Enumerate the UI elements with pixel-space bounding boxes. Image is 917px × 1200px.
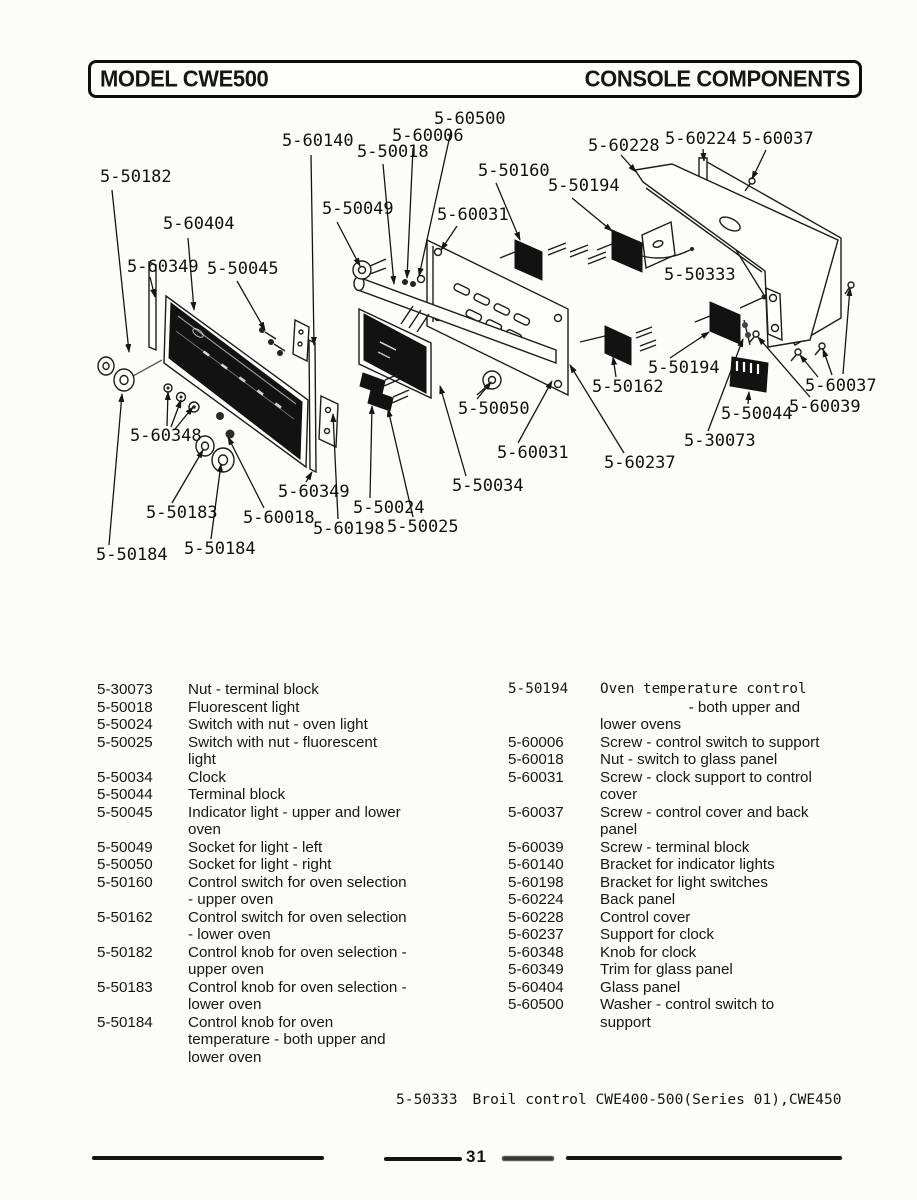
part-description: Bracket for indicator lights xyxy=(600,856,775,873)
part-number: 5-50050 xyxy=(97,856,153,873)
part-callout-5-50050: 5-50050 xyxy=(458,399,530,419)
part-row-5-60198 xyxy=(508,874,898,892)
part-row-5-50050 xyxy=(97,856,477,874)
part-callout-5-50194: 5-50194 xyxy=(648,358,720,378)
part-callout-5-60349: 5-60349 xyxy=(278,482,350,502)
light-socket-right-shape xyxy=(477,371,501,395)
leader-line-5-50018 xyxy=(383,164,394,284)
part-number: 5-60039 xyxy=(508,838,564,856)
part-row-5-50024 xyxy=(97,716,477,734)
part-description: Control knob for oven selection - upper oven xyxy=(188,943,407,978)
leader-line-5-50044 xyxy=(748,392,749,404)
leader-line-5-60037 xyxy=(752,150,766,179)
terminal-block-shape xyxy=(730,357,768,392)
part-description: Nut - terminal block xyxy=(188,681,319,698)
footer-rule-left xyxy=(92,1156,324,1160)
part-callout-5-60037: 5-60037 xyxy=(805,376,877,396)
part-number: 5-60198 xyxy=(508,873,564,891)
part-number: 5-60500 xyxy=(508,996,564,1013)
part-description: Nut - switch to glass panel xyxy=(600,751,778,768)
leader-line-5-60037 xyxy=(843,288,850,374)
part-row-5-50049 xyxy=(97,839,477,857)
leader-line-5-60037 xyxy=(800,355,818,377)
part-description: Clock xyxy=(188,768,226,786)
part-number: 5-30073 xyxy=(97,681,153,698)
part-description: Support for clock xyxy=(600,926,714,943)
part-callout-5-50184: 5-50184 xyxy=(96,545,168,565)
part-number: 5-50044 xyxy=(97,786,153,803)
section-title: CONSOLE COMPONENTS xyxy=(584,65,850,92)
part-row-5-50182 xyxy=(97,944,477,979)
part-description: Back panel xyxy=(600,891,676,908)
part-row-5-30073 xyxy=(97,681,477,699)
leader-line-5-60348 xyxy=(167,392,168,426)
part-description: Control cover xyxy=(600,908,691,926)
switch-screws-shape xyxy=(402,276,425,288)
part-description: Glass panel xyxy=(600,978,681,996)
part-number: 5-60037 xyxy=(508,803,564,821)
part-number: 5-60140 xyxy=(508,856,564,873)
part-row-5-50045 xyxy=(97,804,477,839)
leader-line-5-60140 xyxy=(311,155,314,345)
leader-line-5-50184 xyxy=(211,464,221,539)
indicator-lights-shape xyxy=(259,320,309,361)
part-callout-5-60237: 5-60237 xyxy=(604,453,676,473)
part-callout-5-60224: 5-60224 xyxy=(665,129,737,149)
clock-knob-shafts-shape xyxy=(164,384,199,412)
part-description: Screw - control switch to support xyxy=(600,733,820,751)
part-description: Washer - control switch to support xyxy=(600,996,775,1031)
part-callout-5-50184: 5-50184 xyxy=(184,539,256,559)
part-callout-5-50162: 5-50162 xyxy=(592,377,664,397)
leader-line-5-50045 xyxy=(237,281,265,330)
part-row-5-50184 xyxy=(97,1014,477,1067)
part-description: Control switch for oven selection - upper oven xyxy=(188,873,407,908)
part-callout-5-50044: 5-50044 xyxy=(721,404,793,424)
part-callout-5-50182: 5-50182 xyxy=(100,167,172,187)
part-number: 5-60224 xyxy=(508,891,564,908)
part-row-5-50183 xyxy=(97,979,477,1014)
footnote-description: Broil control CWE400-500(Series 01),CWE450 xyxy=(472,1091,842,1108)
part-callout-5-50025: 5-50025 xyxy=(387,517,459,537)
part-description: Screw - terminal block xyxy=(600,838,750,856)
part-callout-5-50034: 5-50034 xyxy=(452,476,524,496)
part-description: Knob for clock xyxy=(600,943,697,961)
part-callout-5-50045: 5-50045 xyxy=(207,259,279,279)
part-number: 5-50045 xyxy=(97,803,153,821)
part-callout-5-50183: 5-50183 xyxy=(146,503,218,523)
part-number: 5-60349 xyxy=(508,961,564,978)
leader-line-5-50024 xyxy=(370,406,372,498)
part-row-5-50162 xyxy=(97,909,477,944)
leader-line-5-60031 xyxy=(441,226,457,250)
part-description: Control knob for oven selection - lower oven xyxy=(188,978,407,1013)
part-number: 5-50034 xyxy=(97,768,153,786)
parts-column-right xyxy=(508,681,898,1031)
part-number: 5-50024 xyxy=(97,716,153,733)
part-callout-5-50333: 5-50333 xyxy=(664,265,736,285)
leader-line-5-60228 xyxy=(621,155,636,172)
part-row-5-50025 xyxy=(97,734,477,769)
part-description: Fluorescent light xyxy=(188,698,300,716)
part-number: 5-60006 xyxy=(508,733,564,751)
part-row-5-50194 xyxy=(508,681,898,734)
leader-line-5-60018 xyxy=(228,437,264,508)
leader-line-5-50049 xyxy=(337,222,360,266)
part-row-5-60037 xyxy=(508,804,898,839)
part-row-5-50160 xyxy=(97,874,477,909)
part-description: Control switch for oven selection - lower oven xyxy=(188,908,407,943)
footnote-row xyxy=(396,1091,842,1108)
part-callout-5-50194: 5-50194 xyxy=(548,176,620,196)
leader-line-5-60037 xyxy=(823,349,832,375)
upper-selector-switch-shape xyxy=(500,240,606,280)
part-callout-5-30073: 5-30073 xyxy=(684,431,756,451)
leader-line-5-50184 xyxy=(109,394,122,545)
part-description: Terminal block xyxy=(188,786,286,803)
model-title: MODEL CWE500 xyxy=(100,65,269,92)
light-switch-bracket-shape xyxy=(319,396,338,447)
part-row-5-60228 xyxy=(508,909,898,927)
part-number: 5-50160 xyxy=(97,873,153,891)
page-number: 31 xyxy=(466,1147,487,1166)
part-row-5-60349 xyxy=(508,961,898,979)
part-number: 5-60348 xyxy=(508,943,564,961)
panel-nuts-shape xyxy=(216,412,235,439)
part-description: Indicator light - upper and lower oven xyxy=(188,803,401,838)
leader-line-5-50162 xyxy=(613,357,616,377)
part-callout-5-60500: 5-60500 xyxy=(434,109,506,129)
part-callout-5-60348: 5-60348 xyxy=(130,426,202,446)
footer-rule-right xyxy=(566,1156,842,1160)
part-callout-5-60198: 5-60198 xyxy=(313,519,385,539)
part-callout-5-60140: 5-60140 xyxy=(282,131,354,151)
part-row-5-60500 xyxy=(508,996,898,1031)
part-row-5-50018 xyxy=(97,699,477,717)
part-callout-5-60031: 5-60031 xyxy=(437,205,509,225)
part-number: 5-50183 xyxy=(97,978,153,996)
leader-line-5-50183 xyxy=(172,450,203,503)
parts-column-left xyxy=(97,681,477,1066)
part-callout-5-60039: 5-60039 xyxy=(789,397,861,417)
part-number: 5-50182 xyxy=(97,943,153,961)
part-row-5-60039 xyxy=(508,839,898,857)
part-number: 5-50194 xyxy=(508,681,569,697)
part-callout-5-60018: 5-60018 xyxy=(243,508,315,528)
part-description: Switch with nut - oven light xyxy=(188,716,368,733)
part-number: 5-60237 xyxy=(508,926,564,943)
footnote-part-number: 5-50333 xyxy=(396,1091,458,1108)
part-number: 5-50025 xyxy=(97,733,153,751)
part-callout-5-60006: 5-60006 xyxy=(392,126,464,146)
part-description: Socket for light - left xyxy=(188,838,323,856)
exploded-diagram xyxy=(0,100,917,670)
part-row-5-60018 xyxy=(508,751,898,769)
part-number: 5-60228 xyxy=(508,908,564,926)
part-number: 5-50162 xyxy=(97,908,153,926)
part-description: Control knob for oven temperature - both upper and lower oven xyxy=(188,1013,386,1066)
part-row-5-60237 xyxy=(508,926,898,944)
part-row-5-60006 xyxy=(508,734,898,752)
part-description: Oven temperature control - both upper and lower ovens xyxy=(600,681,807,733)
part-callout-5-60228: 5-60228 xyxy=(588,136,660,156)
part-description: Screw - clock support to control cover xyxy=(600,768,812,803)
part-number: 5-60018 xyxy=(508,751,564,768)
part-callout-5-60037: 5-60037 xyxy=(742,129,814,149)
footer-rule-mid xyxy=(384,1157,462,1161)
part-callout-5-60031: 5-60031 xyxy=(497,443,569,463)
part-number: 5-60404 xyxy=(508,978,564,996)
part-callout-5-50049: 5-50049 xyxy=(322,199,394,219)
trim-right-shape xyxy=(309,340,316,472)
part-row-5-60031 xyxy=(508,769,898,804)
footer-rule-smudge xyxy=(502,1156,554,1161)
knob-upper-pair-shape xyxy=(98,357,162,391)
part-description: Screw - control cover and back panel xyxy=(600,803,809,838)
part-callout-5-60404: 5-60404 xyxy=(163,214,235,234)
leader-line-5-60006 xyxy=(407,148,413,278)
part-number: 5-50018 xyxy=(97,698,153,716)
part-number: 5-50049 xyxy=(97,838,153,856)
part-row-5-60224 xyxy=(508,891,898,909)
part-description: Switch with nut - fluorescent light xyxy=(188,733,378,768)
leader-line-5-60349 xyxy=(306,472,312,482)
part-callout-5-50160: 5-50160 xyxy=(478,161,550,181)
part-number: 5-60031 xyxy=(508,768,564,786)
part-description: Trim for glass panel xyxy=(600,961,733,978)
part-row-5-60140 xyxy=(508,856,898,874)
part-callout-5-60349: 5-60349 xyxy=(127,257,199,277)
part-row-5-60404 xyxy=(508,979,898,997)
part-callout-5-50024: 5-50024 xyxy=(353,498,425,518)
leader-line-5-50194 xyxy=(670,332,709,358)
part-row-5-60348 xyxy=(508,944,898,962)
knob-lower-pair-shape xyxy=(196,436,234,472)
part-row-5-50044 xyxy=(97,786,477,804)
leader-line-5-50194 xyxy=(572,198,612,231)
part-description: Socket for light - right xyxy=(188,856,332,873)
part-callout-5-50018: 5-50018 xyxy=(357,142,429,162)
part-number: 5-50184 xyxy=(97,1013,153,1031)
part-row-5-50034 xyxy=(97,769,477,787)
lower-selector-switch-shape xyxy=(580,326,656,365)
part-description: Bracket for light switches xyxy=(600,873,768,891)
